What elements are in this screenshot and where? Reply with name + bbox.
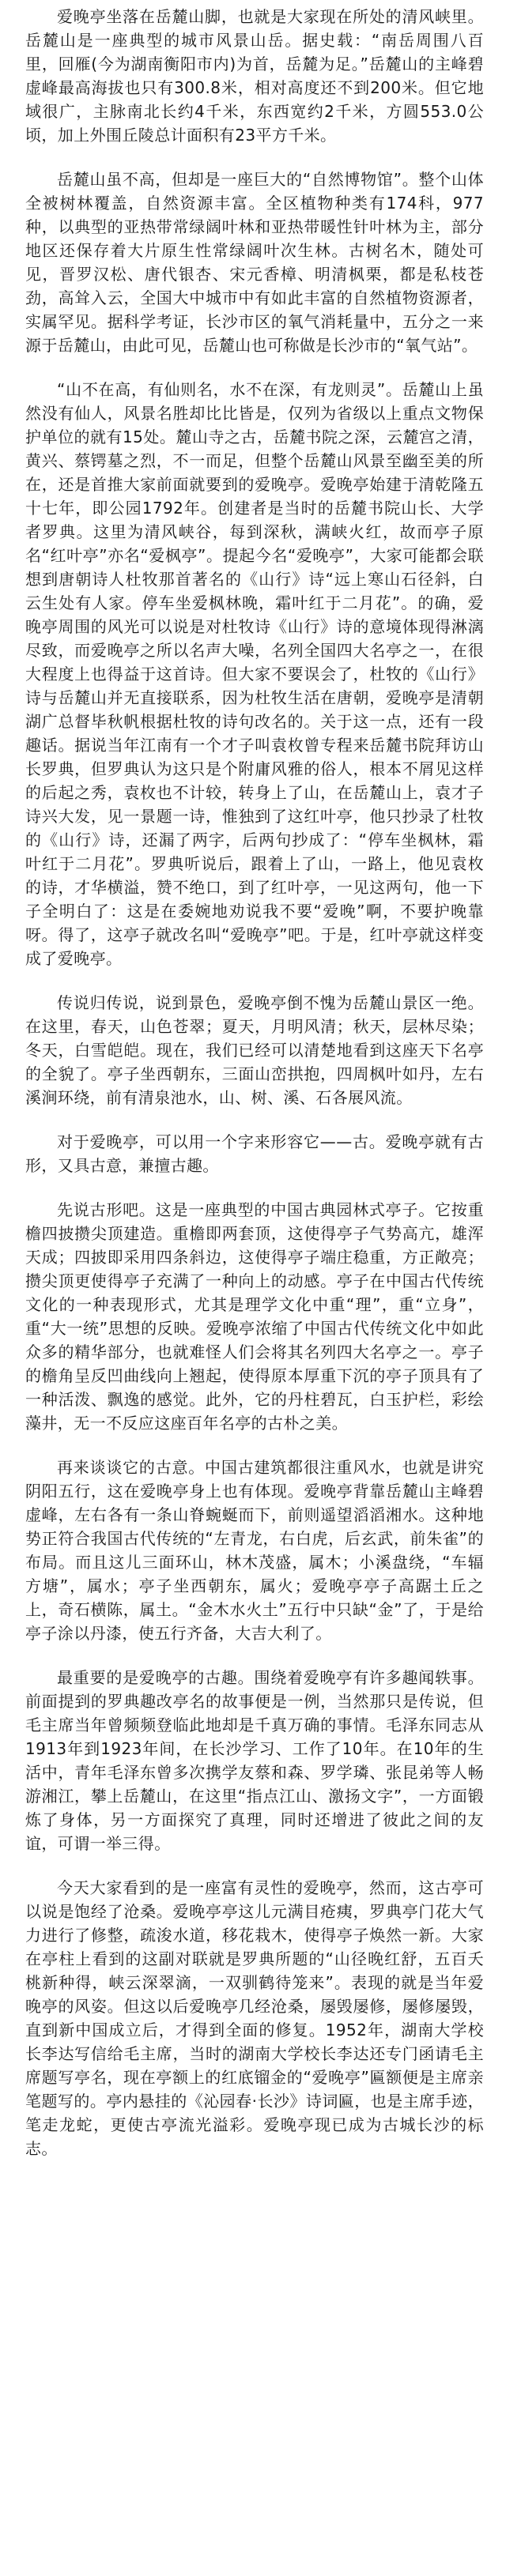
paragraph-intro: 爱晚亭坐落在岳麓山脚，也就是大家现在所处的清风峡里。岳麓山是一座典型的城市风景山岳。据史载：“南岳周围八百里，回雁(今为湖南衡阳市内)为首，岳麓为足。”岳麓山的主峰碧虚峰最高海拔也只有300.8米，相对高度还不到200米。但它地域很广，主脉南北长约4千米，东西宽约2千米，方圆553.0公顷，加上外围丘陵总计面积有23平方千米。 [25,7,484,145]
paragraph-ancient-form: 先说古形吧。这是一座典型的中国古典园林式亭子。它按重檐四披攒尖顶建造。重檐即两套顶，这使得亭子气势高亢，雄浑天成；四披即采用四条斜边，这使得亭子端庄稳重，方正敞亮；攒尖顶更使得亭子充满了一种向上的动感。亭子在中国古代传统文化的一种表现形式，尤其是理学文化中重“理”，重“立身”，重“大一统”思想的反映。爱晚亭浓缩了中国古代传统文化中如此众多的精华部分，也就难怪人们会将其名列四大名亭之一。亭子的檐角呈反凹曲线向上翘起，使得原本厚重下沉的亭子顶具有了一种活泼、飘逸的感觉。此外，它的丹柱碧瓦，白玉护栏，彩绘藻井，无一不反应这座百年名亭的古朴之美。 [25,1200,484,1433]
paragraph-scenery: 传说归传说，说到景色，爱晚亭倒不愧为岳麓山景区一绝。在这里，春天，山色苍翠；夏天，月明风清；秋天，层林尽染；冬天，白雪皑皑。现在，我们已经可以清楚地看到这座天下名亭的全貌了。亭子坐西朝东，三面山峦拱抱，四周枫叶如丹，左右溪涧环绕，前有清泉池水，山、树、溪、石各展风流。 [25,993,484,1107]
paragraph-natural-museum: 岳麓山虽不高，但却是一座巨大的“自然博物馆”。整个山体全被树林覆盖，自然资源丰富。全区植物种类有174科，977种，以典型的亚热带常绿阔叶林和亚热带暖性针叶林为主，部分地区还保存着大片原生性常绿阔叶次生林。古树名木，随处可见，晋罗汉松、唐代银杏、宋元香樟、明清枫栗，都是私枝苍劲，高耸入云，全国大中城市中有如此丰富的自然植物资源者，实属罕见。据科学考证，长沙市区的氧气消耗量中，五分之一来源于岳麓山，由此可见，岳麓山也可称做是长沙市的“氧气站”。 [25,170,484,355]
paragraph-antiquity-summary: 对于爱晚亭，可以用一个字来形容它——古。爱晚亭就有古形，又具古意，兼擅古趣。 [25,1132,484,1175]
paragraph-ancient-meaning: 再来谈谈它的古意。中国古建筑都很注重风水，也就是讲究阴阳五行，这在爱晚亭身上也有体现。爱晚亭背靠岳麓山主峰碧虚峰，左右各有一条山脊蜿蜒而下，前则遥望滔滔湘水。这种地势正符合我国古代传统的“左青龙，右白虎，后玄武，前朱雀”的布局。而且这儿三面环山，林木茂盛，属木；小溪盘绕，“车辐方塘”，属水；亭子坐西朝东，属火；爱晚亭亭子高踞土丘之上，奇石横陈，属土。“金木水火土”五行中只缺“金”了，于是给亭子涂以丹漆，使五行齐备，大吉大利了。 [25,1458,484,1643]
paragraph-pavilion-history: “山不在高，有仙则名，水不在深，有龙则灵”。岳麓山上虽然没有仙人，风景名胜却比比皆是，仅列为省级以上重点文物保护单位的就有15处。麓山寺之古，岳麓书院之深，云麓宫之清，黄兴、蔡锷墓之烈，不一而足，但整个岳麓山风景至幽至美的所在，还是首推大家前面就要到的爱晚亭。爱晚亭始建于清乾隆五十七年，即公园1792年。创建者是当时的岳麓书院山长、大学者罗典。这里为清风峡谷，每到深秋，满峡火红，故而亭子原名“红叶亭”亦名“爱枫亭”。提起今名“爱晚亭”，大家可能都会联想到唐朝诗人杜牧那首著名的《山行》诗“远上寒山石径斜，白云生处有人家。停车坐爱枫林晚，霜叶红于二月花”。的确，爱晚亭周围的风光可以说是对杜牧诗《山行》诗的意境体现得淋漓尽致，而爱晚亭之所以名声大噪，名列全国四大名亭之一，在很大程度上也得益于这首诗。但大家不要误会了，杜牧的《山行》诗与岳麓山并无直接联系，因为杜牧生活在唐朝，爱晚亭是清朝湖广总督毕秋帆根据杜牧的诗句改名的。关于这一点，还有一段趣话。据说当年江南有一个才子叫袁枚曾专程来岳麓书院拜访山长罗典，但罗典认为这只是个附庸风雅的俗人，根本不屑见这样的后起之秀，袁枚也不计较，转身上了山，在岳麓山上，袁才子诗兴大发，见一景题一诗，惟独到了这红叶亭，他只抄录了杜牧的《山行》诗，还漏了两字，后两句抄成了：“停车坐枫林，霜叶红于二月花”。罗典听说后，跟着上了山，一路上，他见袁枚的诗，才华横溢，赞不绝口，到了红叶亭，一见这两句，他一下子全明白了：这是在委婉地劝说我不要“爱晚”啊，不要护晚靠呀。得了，这亭子就改名叫“爱晚亭”吧。于是，红叶亭就这样变成了爱晚亭。 [25,380,484,968]
paragraph-restoration: 今天大家看到的是一座富有灵性的爱晚亭，然而，这古亭可以说是饱经了沧桑。爱晚亭亭这儿元满目疮痍，罗典亭门花大气力进行了修整，疏浚水道，移花栽木，使得亭子焕然一新。大家在亭柱上看到的这副对联就是罗典所题的“山径晚红舒，五百夭桃新种得，峡云深翠滴，一双驯鹤待笼来”。表现的就是当年爱晚亭的风姿。但这以后爱晚亭几经沧桑，屡毁屡修，屡修屡毁，直到新中国成立后，才得到全面的修复。1952年，湖南大学校长李达写信给毛主席，当时的湖南大学校长李达还专门函请毛主席题写亭名，现在亭额上的红底镏金的“爱晚亭”匾额便是主席亲笔题写的。亭内悬挂的《沁园春·长沙》诗词匾，也是主席手迹，笔走龙蛇，更使古亭流光溢彩。爱晚亭现已成为古城长沙的标志。 [25,1878,484,2158]
paragraph-ancient-anecdotes: 最重要的是爱晚亭的古趣。围绕着爱晚亭有许多趣闻轶事。前面提到的罗典趣改亭名的故事便是一例，当然那只是传说，但毛主席当年曾频频登临此地却是千真万确的事情。毛泽东同志从1913年到1923年间，在长沙学习、工作了10年。在10年的生活中，青年毛泽东曾多次携学友蔡和森、罗学璘、张昆弟等人畅游湘江，攀上岳麓山，在这里“指点江山、激扬文字”，一方面锻炼了身体，另一方面探究了真理，同时还增进了彼此之间的友谊，可谓一举三得。 [25,1668,484,1853]
